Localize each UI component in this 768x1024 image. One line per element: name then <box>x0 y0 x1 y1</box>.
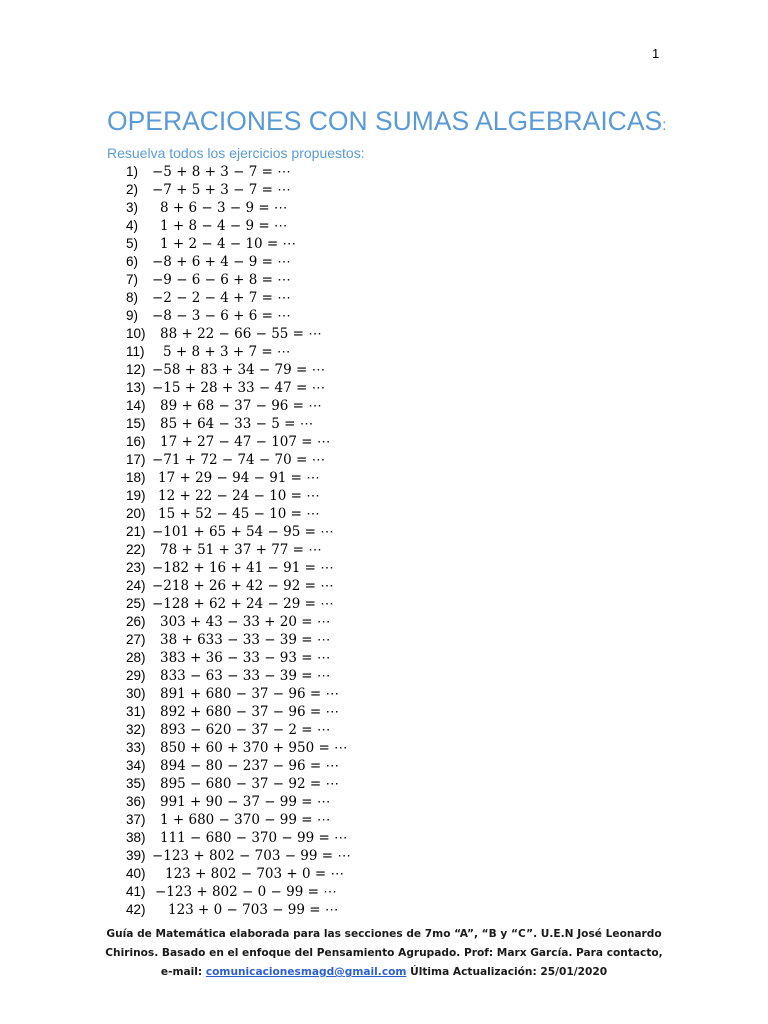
exercise-expression: −5 + 8 + 3 − 7 = ⋯ <box>152 164 291 180</box>
exercise-number: 10) <box>126 326 146 341</box>
exercise-number: 24) <box>126 578 146 593</box>
exercise-number: 22) <box>126 542 146 557</box>
exercise-expression: −8 + 6 + 4 − 9 = ⋯ <box>152 254 291 270</box>
exercise-number: 26) <box>126 614 146 629</box>
exercise-number: 39) <box>126 848 146 863</box>
exercise-number: 41) <box>126 884 146 899</box>
exercise-expression: 8 + 6 − 3 − 9 = ⋯ <box>160 200 288 216</box>
exercise-number: 15) <box>126 416 146 431</box>
exercise-expression: 12 + 22 − 24 − 10 = ⋯ <box>158 488 320 504</box>
exercise-number: 36) <box>126 794 146 809</box>
exercise-expression: 17 + 29 − 94 − 91 = ⋯ <box>158 470 320 486</box>
exercise-number: 20) <box>126 506 146 521</box>
exercise-expression: 123 + 802 − 703 + 0 = ⋯ <box>165 866 344 882</box>
exercise-number: 1) <box>126 164 139 179</box>
exercise-expression: −182 + 16 + 41 − 91 = ⋯ <box>152 560 334 576</box>
exercise-expression: 89 + 68 − 37 − 96 = ⋯ <box>160 398 322 414</box>
exercise-number: 6) <box>126 254 139 269</box>
exercise-expression: −2 − 2 − 4 + 7 = ⋯ <box>152 290 291 306</box>
exercise-number: 25) <box>126 596 146 611</box>
exercise-number: 37) <box>126 812 146 827</box>
title-text: OPERACIONES CON SUMAS ALGEBRAICAS <box>107 106 663 136</box>
exercise-expression: 85 + 64 − 33 − 5 = ⋯ <box>160 416 314 432</box>
exercise-expression: 123 + 0 − 703 − 99 = ⋯ <box>168 902 339 918</box>
exercise-expression: 833 − 63 − 33 − 39 = ⋯ <box>160 668 331 684</box>
exercise-number: 14) <box>126 398 146 413</box>
exercise-expression: −15 + 28 + 33 − 47 = ⋯ <box>152 380 326 396</box>
exercise-number: 29) <box>126 668 146 683</box>
exercise-expression: 893 − 620 − 37 − 2 = ⋯ <box>160 722 331 738</box>
exercise-number: 42) <box>126 902 146 917</box>
exercise-number: 13) <box>126 380 146 395</box>
exercise-number: 38) <box>126 830 146 845</box>
exercise-expression: −58 + 83 + 34 − 79 = ⋯ <box>152 362 326 378</box>
exercise-expression: 991 + 90 − 37 − 99 = ⋯ <box>160 794 331 810</box>
exercise-expression: 5 + 8 + 3 + 7 = ⋯ <box>163 344 291 360</box>
exercise-number: 17) <box>126 452 146 467</box>
exercise-number: 2) <box>126 182 139 197</box>
exercise-expression: 17 + 27 − 47 − 107 = ⋯ <box>160 434 331 450</box>
exercise-expression: −128 + 62 + 24 − 29 = ⋯ <box>152 596 334 612</box>
exercise-expression: 891 + 680 − 37 − 96 = ⋯ <box>160 686 339 702</box>
exercise-expression: 895 − 680 − 37 − 92 = ⋯ <box>160 776 339 792</box>
exercise-expression: −218 + 26 + 42 − 92 = ⋯ <box>152 578 334 594</box>
exercise-expression: 15 + 52 − 45 − 10 = ⋯ <box>158 506 320 522</box>
exercise-number: 31) <box>126 704 146 719</box>
exercise-expression: 38 + 633 − 33 − 39 = ⋯ <box>160 632 331 648</box>
exercise-number: 21) <box>126 524 146 539</box>
exercise-number: 18) <box>126 470 146 485</box>
exercise-expression: 88 + 22 − 66 − 55 = ⋯ <box>160 326 322 342</box>
title-colon: : <box>662 117 667 134</box>
exercise-expression: 78 + 51 + 37 + 77 = ⋯ <box>160 542 322 558</box>
exercise-number: 7) <box>126 272 139 287</box>
exercise-expression: 111 − 680 − 370 − 99 = ⋯ <box>160 830 348 846</box>
exercise-expression: 1 + 680 − 370 − 99 = ⋯ <box>160 812 331 828</box>
exercise-number: 35) <box>126 776 146 791</box>
exercise-expression: 850 + 60 + 370 + 950 = ⋯ <box>160 740 348 756</box>
exercise-expression: −123 + 802 − 703 − 99 = ⋯ <box>152 848 351 864</box>
exercise-number: 5) <box>126 236 139 251</box>
page-number: 1 <box>652 46 660 61</box>
exercise-expression: −7 + 5 + 3 − 7 = ⋯ <box>152 182 291 198</box>
exercise-expression: 303 + 43 − 33 + 20 = ⋯ <box>160 614 331 630</box>
exercise-number: 19) <box>126 488 146 503</box>
page-title <box>107 106 667 137</box>
exercise-number: 9) <box>126 308 139 323</box>
exercise-number: 8) <box>126 290 139 305</box>
contact-email-link[interactable]: comunicacionesmagd@gmail.com <box>205 966 407 978</box>
exercise-number: 11) <box>126 344 145 359</box>
exercise-expression: −123 + 802 − 0 − 99 = ⋯ <box>155 884 337 900</box>
exercise-number: 28) <box>126 650 146 665</box>
exercise-number: 27) <box>126 632 146 647</box>
exercise-number: 32) <box>126 722 146 737</box>
footer <box>100 925 668 982</box>
exercise-expression: −8 − 3 − 6 + 6 = ⋯ <box>152 308 291 324</box>
exercise-expression: −9 − 6 − 6 + 8 = ⋯ <box>152 272 291 288</box>
exercise-expression: 1 + 8 − 4 − 9 = ⋯ <box>160 218 288 234</box>
exercise-number: 3) <box>126 200 139 215</box>
exercise-expression: 892 + 680 − 37 − 96 = ⋯ <box>160 704 339 720</box>
exercise-expression: −71 + 72 − 74 − 70 = ⋯ <box>152 452 326 468</box>
exercise-expression: 1 + 2 − 4 − 10 = ⋯ <box>160 236 297 252</box>
exercise-number: 40) <box>126 866 146 881</box>
instructions: Resuelva todos los ejercicios propuestos: <box>107 145 365 161</box>
exercise-number: 12) <box>126 362 146 377</box>
exercise-number: 16) <box>126 434 146 449</box>
exercise-number: 4) <box>126 218 139 233</box>
exercise-number: 33) <box>126 740 146 755</box>
footer-text: Guía de Matemática elaborada para las secciones de 7mo “A”, “B y “C”. U.E.N José Leonardo Chirinos. Basado en el enfoque del Pensamiento Agrupado. Prof: Marx García. Para contacto, e-mail: <box>105 928 663 978</box>
exercise-expression: 383 + 36 − 33 − 93 = ⋯ <box>160 650 331 666</box>
exercise-expression: −101 + 65 + 54 − 95 = ⋯ <box>152 524 334 540</box>
exercise-number: 30) <box>126 686 146 701</box>
exercise-number: 34) <box>126 758 146 773</box>
exercise-expression: 894 − 80 − 237 − 96 = ⋯ <box>160 758 339 774</box>
exercise-number: 23) <box>126 560 146 575</box>
footer-update-date: Última Actualización: 25/01/2020 <box>406 966 608 978</box>
